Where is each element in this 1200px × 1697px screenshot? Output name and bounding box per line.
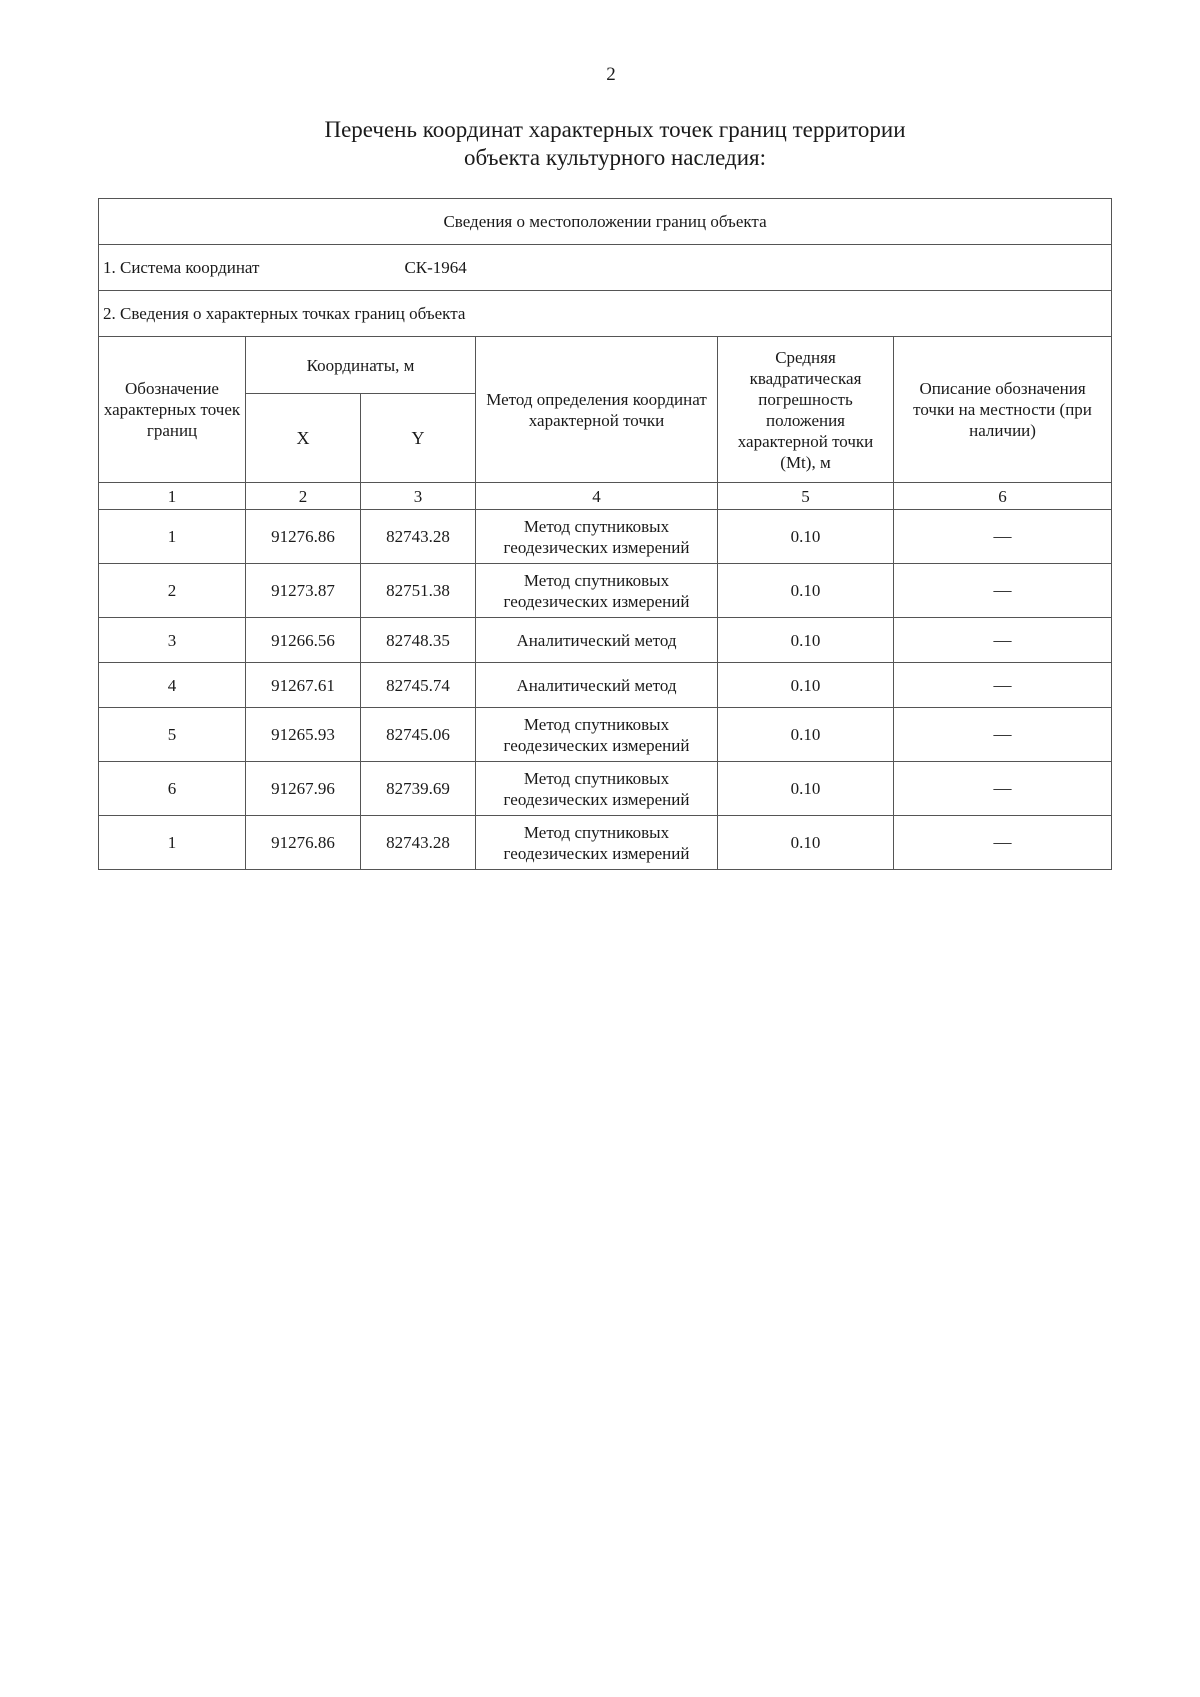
x-cell: 91276.86 bbox=[246, 816, 361, 870]
description-cell: — bbox=[894, 762, 1112, 816]
table-row bbox=[99, 816, 1112, 870]
point-cell: 1 bbox=[99, 510, 246, 564]
column-number: 4 bbox=[476, 483, 718, 510]
coord-system-row bbox=[99, 245, 1112, 291]
table-row bbox=[99, 708, 1112, 762]
x-cell: 91273.87 bbox=[246, 564, 361, 618]
point-cell: 6 bbox=[99, 762, 246, 816]
x-cell: 91265.93 bbox=[246, 708, 361, 762]
description-cell: — bbox=[894, 564, 1112, 618]
error-cell: 0.10 bbox=[718, 564, 894, 618]
description-cell: — bbox=[894, 618, 1112, 663]
coord-system-label: 1. Система координат bbox=[103, 258, 260, 277]
header-coordinates: Координаты, м bbox=[246, 337, 476, 394]
point-cell: 1 bbox=[99, 816, 246, 870]
method-cell: Метод спутниковых геодезических измерений bbox=[476, 762, 718, 816]
section-title: Сведения о местоположении границ объекта bbox=[99, 199, 1112, 245]
header-y: Y bbox=[361, 394, 476, 483]
error-cell: 0.10 bbox=[718, 618, 894, 663]
header-description: Описание обозначения точки на местности (при наличии) bbox=[894, 337, 1112, 483]
table-row bbox=[99, 510, 1112, 564]
points-caption: 2. Сведения о характерных точках границ объекта bbox=[99, 291, 1112, 337]
page-number: 2 bbox=[606, 64, 616, 85]
y-cell: 82745.74 bbox=[361, 663, 476, 708]
table-row bbox=[99, 618, 1112, 663]
table-title-row bbox=[99, 199, 1112, 245]
column-number: 2 bbox=[246, 483, 361, 510]
coordinates-table bbox=[98, 198, 1112, 870]
header-x: X bbox=[246, 394, 361, 483]
header-error: Средняя квадратическая погрешность положения характерной точки (Mt), м bbox=[718, 337, 894, 483]
error-cell: 0.10 bbox=[718, 663, 894, 708]
method-cell: Метод спутниковых геодезических измерений bbox=[476, 510, 718, 564]
header-row-1 bbox=[99, 337, 1112, 394]
error-cell: 0.10 bbox=[718, 816, 894, 870]
column-number: 6 bbox=[894, 483, 1112, 510]
coord-system-value: СК-1964 bbox=[404, 258, 467, 277]
error-cell: 0.10 bbox=[718, 510, 894, 564]
description-cell: — bbox=[894, 708, 1112, 762]
method-cell: Метод спутниковых геодезических измерений bbox=[476, 708, 718, 762]
y-cell: 82739.69 bbox=[361, 762, 476, 816]
x-cell: 91276.86 bbox=[246, 510, 361, 564]
point-cell: 4 bbox=[99, 663, 246, 708]
description-cell: — bbox=[894, 663, 1112, 708]
column-number: 5 bbox=[718, 483, 894, 510]
header-designation: Обозначение характерных точек границ bbox=[99, 337, 246, 483]
header-method: Метод определения координат характерной точки bbox=[476, 337, 718, 483]
x-cell: 91267.96 bbox=[246, 762, 361, 816]
points-caption-row bbox=[99, 291, 1112, 337]
point-cell: 5 bbox=[99, 708, 246, 762]
column-numbers-row bbox=[99, 483, 1112, 510]
document-title bbox=[0, 116, 1200, 172]
description-cell: — bbox=[894, 816, 1112, 870]
error-cell: 0.10 bbox=[718, 762, 894, 816]
y-cell: 82743.28 bbox=[361, 816, 476, 870]
document-title-line-1: Перечень координат характерных точек границ территории bbox=[324, 117, 906, 142]
column-number: 1 bbox=[99, 483, 246, 510]
y-cell: 82745.06 bbox=[361, 708, 476, 762]
y-cell: 82743.28 bbox=[361, 510, 476, 564]
point-cell: 3 bbox=[99, 618, 246, 663]
table-row bbox=[99, 663, 1112, 708]
document-title-line-2: объекта культурного наследия: bbox=[463, 145, 767, 170]
y-cell: 82748.35 bbox=[361, 618, 476, 663]
column-number: 3 bbox=[361, 483, 476, 510]
method-cell: Метод спутниковых геодезических измерений bbox=[476, 816, 718, 870]
x-cell: 91266.56 bbox=[246, 618, 361, 663]
method-cell: Аналитический метод bbox=[476, 663, 718, 708]
x-cell: 91267.61 bbox=[246, 663, 361, 708]
description-cell: — bbox=[894, 510, 1112, 564]
point-cell: 2 bbox=[99, 564, 246, 618]
table-row bbox=[99, 564, 1112, 618]
y-cell: 82751.38 bbox=[361, 564, 476, 618]
method-cell: Аналитический метод bbox=[476, 618, 718, 663]
error-cell: 0.10 bbox=[718, 708, 894, 762]
method-cell: Метод спутниковых геодезических измерений bbox=[476, 564, 718, 618]
table-row bbox=[99, 762, 1112, 816]
